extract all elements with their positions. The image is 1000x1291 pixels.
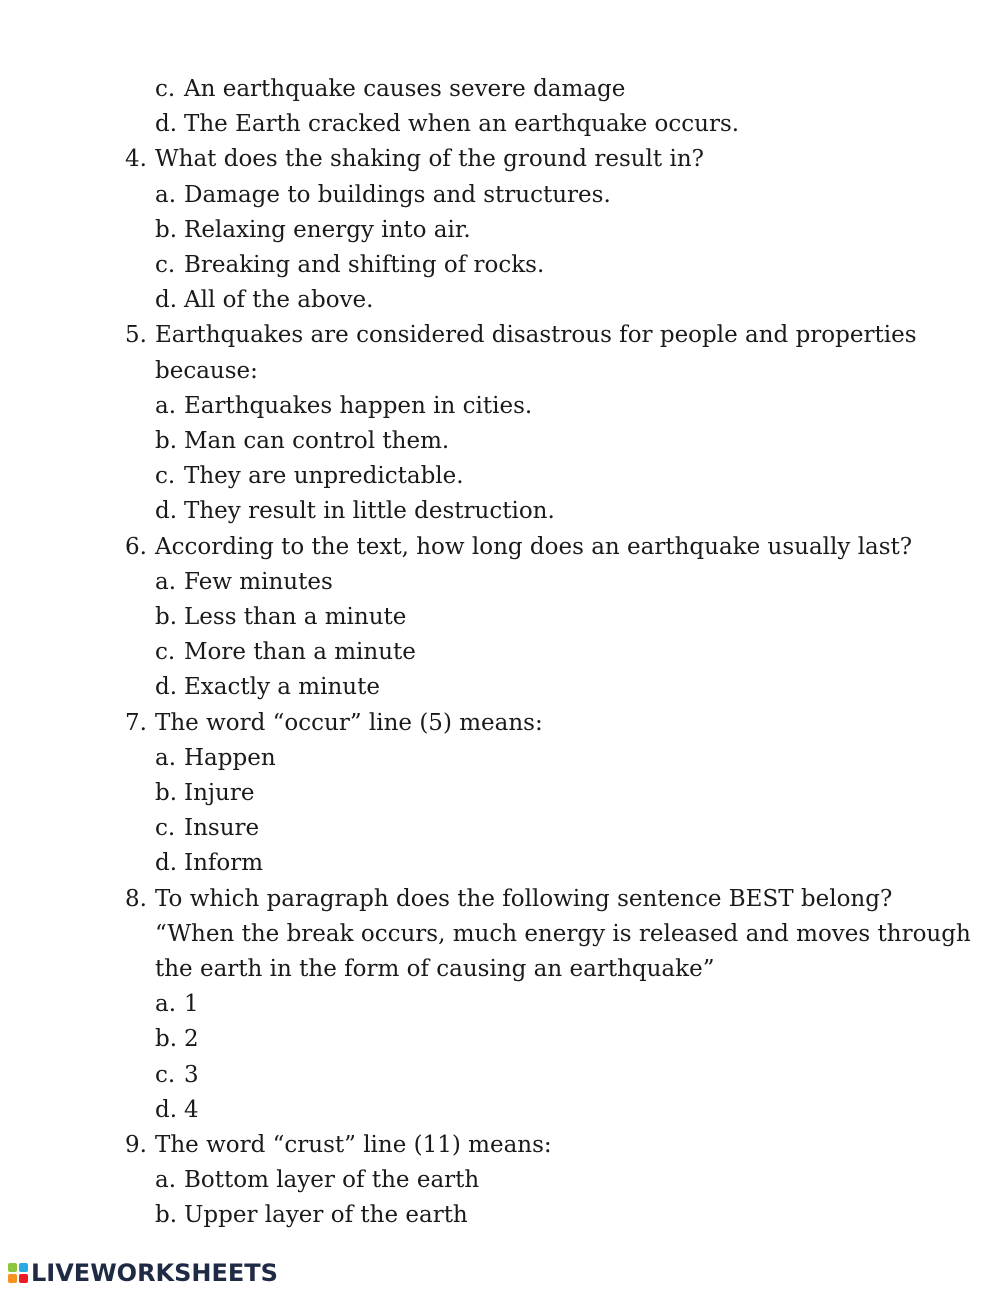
option-label: d. <box>155 111 178 138</box>
question-text: “When the break occurs, much energy is released and moves through <box>155 920 971 947</box>
question-number: 9. <box>125 1132 147 1158</box>
option-text: They result in little destruction. <box>184 498 555 525</box>
question-text: because: <box>155 357 258 384</box>
option-text: All of the above. <box>184 287 374 314</box>
option-text: Earthquakes happen in cities. <box>184 392 533 419</box>
option-label: d. <box>155 1096 178 1123</box>
question-number: 4. <box>125 146 147 173</box>
question-text: The word “occur” line (5) means: <box>155 709 543 736</box>
option-text: Bottom layer of the earth <box>184 1167 480 1194</box>
option-text: The Earth cracked when an earthquake occurs. <box>184 111 740 138</box>
option-label: a. <box>155 991 177 1018</box>
liveworksheets-logo[interactable] <box>8 1258 278 1288</box>
question-number: 5. <box>125 322 147 349</box>
option-label: b. <box>155 1026 178 1053</box>
option-text: Relaxing energy into air. <box>184 216 471 243</box>
option-text: 2 <box>184 1026 199 1053</box>
option-label: d. <box>155 287 178 314</box>
option-label: d. <box>155 674 178 701</box>
option-label: a. <box>155 568 177 595</box>
option-label: c. <box>155 76 176 102</box>
question-text: To which paragraph does the following sentence BEST belong? <box>155 885 893 912</box>
option-text: They are unpredictable. <box>184 463 464 490</box>
option-text: More than a minute <box>184 639 416 666</box>
option-text: Damage to buildings and structures. <box>184 181 611 208</box>
option-label: b. <box>155 604 178 630</box>
option-label: a. <box>155 744 177 771</box>
option-text: Exactly a minute <box>184 674 380 701</box>
question-number: 7. <box>125 709 147 736</box>
question-text: What does the shaking of the ground result in? <box>155 146 704 173</box>
question-text: Earthquakes are considered disastrous for people and properties <box>155 322 917 349</box>
option-text: An earthquake causes severe damage <box>184 76 626 102</box>
option-label: c. <box>155 252 176 278</box>
option-text: Inform <box>184 850 264 877</box>
option-label: b. <box>155 216 178 243</box>
option-text: Upper layer of the earth <box>184 1202 468 1229</box>
option-text: Insure <box>184 815 260 842</box>
question-text: According to the text, how long does an earthquake usually last? <box>155 533 913 560</box>
option-text: Happen <box>184 744 276 771</box>
option-label: c. <box>155 1061 176 1088</box>
option-label: b. <box>155 1202 178 1229</box>
option-label: c. <box>155 463 176 490</box>
option-text: Man can control them. <box>184 428 450 454</box>
option-text: Injure <box>184 780 255 806</box>
option-label: b. <box>155 780 178 806</box>
option-label: a. <box>155 392 177 419</box>
option-text: 3 <box>184 1061 199 1088</box>
option-text: Less than a minute <box>184 604 407 630</box>
option-label: c. <box>155 815 176 842</box>
option-text: Breaking and shifting of rocks. <box>184 252 545 278</box>
option-label: d. <box>155 498 178 525</box>
question-text: the earth in the form of causing an earthquake” <box>155 956 715 982</box>
question-number: 6. <box>125 533 147 560</box>
logo-text: LIVEWORKSHEETS <box>31 1259 278 1287</box>
option-text: Few minutes <box>184 568 333 595</box>
option-label: c. <box>155 639 176 666</box>
option-label: a. <box>155 1167 177 1194</box>
question-text: The word “crust” line (11) means: <box>155 1132 552 1158</box>
option-text: 4 <box>184 1096 199 1123</box>
option-text: 1 <box>184 991 199 1018</box>
option-label: d. <box>155 850 178 877</box>
logo-mark-icon <box>8 1263 28 1283</box>
option-label: a. <box>155 181 177 208</box>
option-label: b. <box>155 428 178 454</box>
question-number: 8. <box>125 885 147 912</box>
